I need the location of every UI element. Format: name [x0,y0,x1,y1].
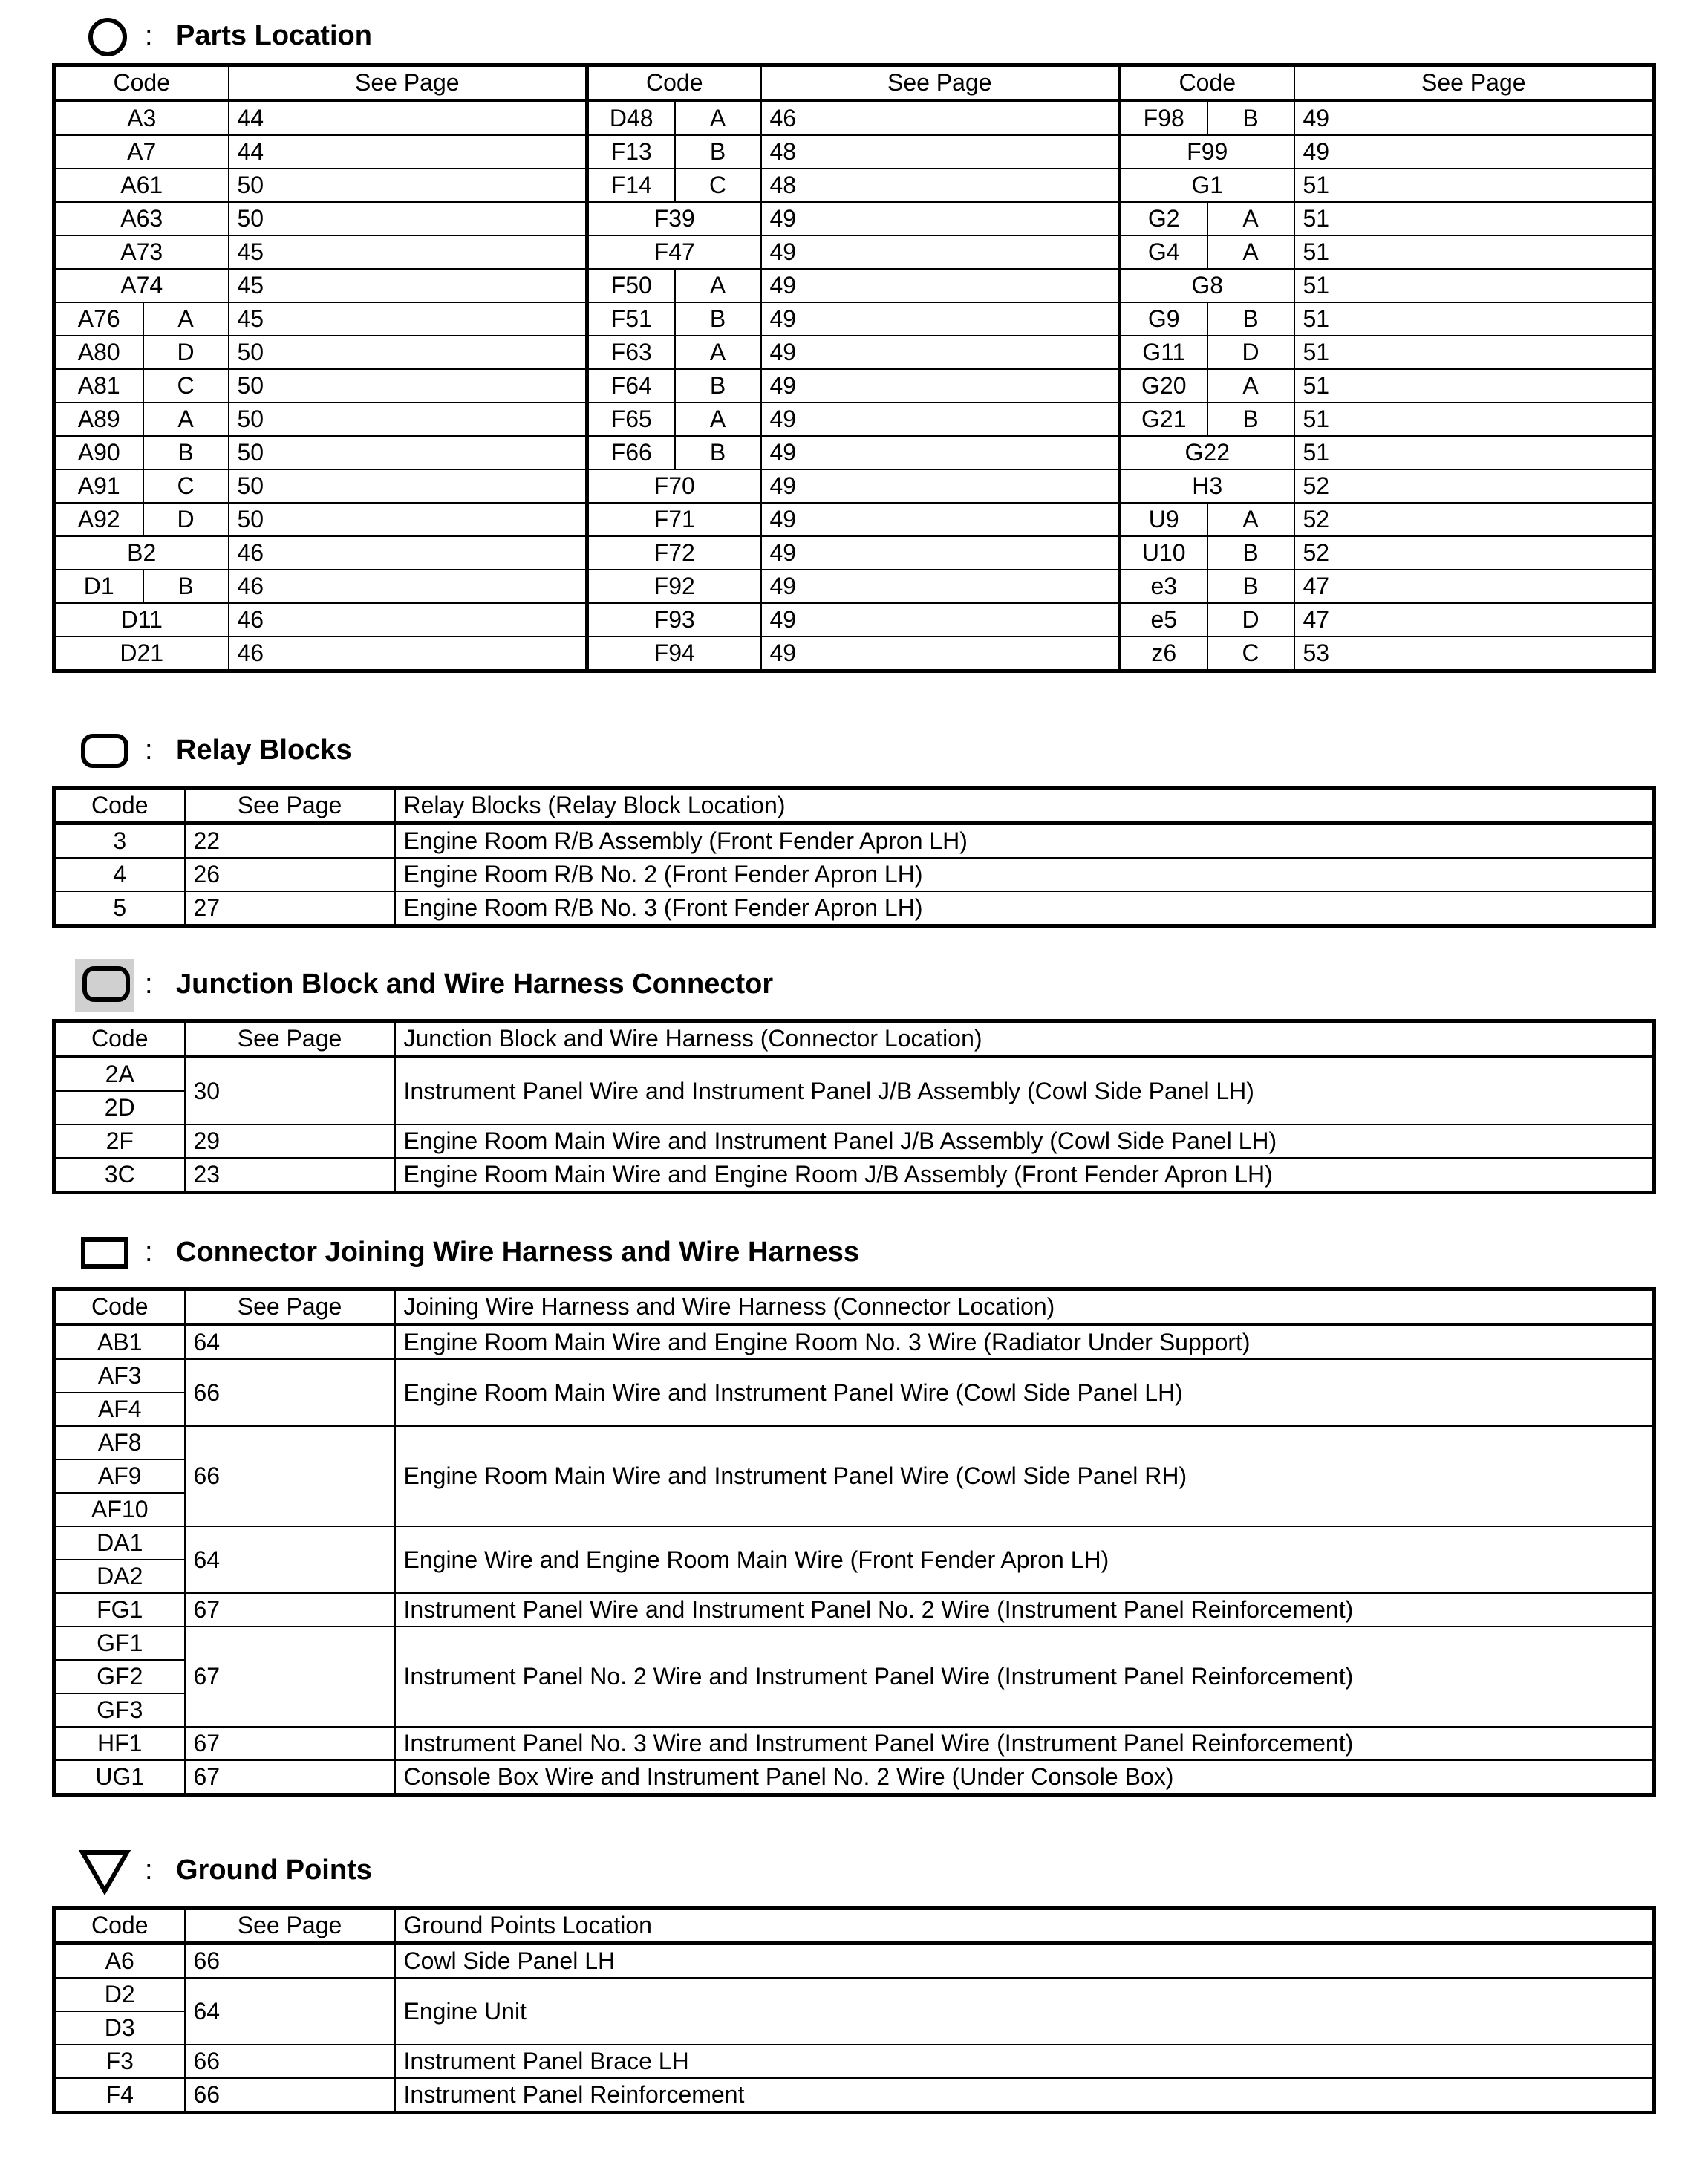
part-code: A92 [54,503,143,536]
row-see-page: 66 [185,1944,395,1979]
part-code: A81 [54,369,143,403]
connector-joining-table [52,1287,1656,1797]
section-title: Ground Points [176,1854,372,1886]
row-code: FG1 [54,1593,185,1627]
part-sub-code: B [1207,536,1294,570]
row-code: 5 [54,891,185,926]
row-description: Instrument Panel Reinforcement [395,2078,1655,2113]
part-sub-code: B [143,570,229,603]
part-code: G21 [1120,403,1207,436]
part-see-page: 47 [1294,603,1655,637]
part-code: F13 [587,135,675,169]
part-code: U10 [1120,536,1207,570]
part-code: F47 [587,235,761,269]
section-header-connector-joining [78,1230,859,1274]
part-see-page: 49 [1294,101,1655,136]
row-description: Console Box Wire and Instrument Panel No. 2 Wire (Under Console Box) [395,1760,1655,1795]
table-row [54,1978,1655,2011]
row-code: 4 [54,858,185,891]
part-sub-code: A [675,336,761,369]
row-description: Engine Room R/B No. 2 (Front Fender Apron LH) [395,858,1655,891]
table-row [54,1325,1655,1360]
row-description: Instrument Panel Wire and Instrument Panel J/B Assembly (Cowl Side Panel LH) [395,1057,1655,1125]
part-code: e5 [1120,603,1207,637]
header-see-page: See Page [185,1908,395,1944]
part-code: F65 [587,403,675,436]
part-code: F94 [587,637,761,671]
part-sub-code: D [1207,603,1294,637]
table-row [54,1057,1655,1092]
part-see-page: 46 [229,536,587,570]
row-code: 2A [54,1057,185,1092]
part-code: U9 [1120,503,1207,536]
part-see-page: 46 [229,570,587,603]
table-row [54,235,1655,269]
part-see-page: 49 [1294,135,1655,169]
table-row [54,469,1655,503]
header-see-page: See Page [1294,65,1655,101]
part-code: e3 [1120,570,1207,603]
part-see-page: 51 [1294,235,1655,269]
row-code: F3 [54,2045,185,2078]
part-see-page: 51 [1294,369,1655,403]
relay-blocks-table [52,786,1656,928]
row-see-page: 29 [185,1124,395,1158]
part-sub-code: D [143,503,229,536]
part-see-page: 49 [761,202,1120,235]
part-see-page: 53 [1294,637,1655,671]
row-description: Engine Room Main Wire and Engine Room J/B Assembly (Front Fender Apron LH) [395,1158,1655,1193]
part-sub-code: A [1207,369,1294,403]
row-code: 2D [54,1091,185,1124]
part-sub-code: C [1207,637,1294,671]
row-see-page: 26 [185,858,395,891]
row-code: AF9 [54,1459,185,1493]
header-see-page: See Page [185,1289,395,1325]
row-see-page: 67 [185,1593,395,1627]
row-see-page: 22 [185,824,395,859]
row-code: GF1 [54,1627,185,1660]
part-code: A90 [54,436,143,469]
part-sub-code: C [143,369,229,403]
part-code: z6 [1120,637,1207,671]
row-see-page: 64 [185,1526,395,1593]
part-see-page: 49 [761,536,1120,570]
part-see-page: 52 [1294,536,1655,570]
part-code: H3 [1120,469,1294,503]
part-sub-code: A [1207,503,1294,536]
part-see-page: 49 [761,269,1120,302]
row-see-page: 66 [185,2045,395,2078]
part-sub-code: A [143,403,229,436]
part-code: G22 [1120,436,1294,469]
part-code: D1 [54,570,143,603]
part-code: F64 [587,369,675,403]
part-see-page: 50 [229,403,587,436]
part-code: F14 [587,169,675,202]
header-description: Ground Points Location [395,1908,1655,1944]
row-code: GF3 [54,1693,185,1727]
row-code: D2 [54,1978,185,2011]
part-code: A73 [54,235,229,269]
row-see-page: 66 [185,1359,395,1426]
table-row [54,1526,1655,1560]
part-see-page: 49 [761,503,1120,536]
row-code: AF8 [54,1426,185,1459]
table-row [54,1158,1655,1193]
table-row [54,603,1655,637]
table-row [54,536,1655,570]
section-colon: : [145,734,153,766]
circle-icon [78,13,131,58]
part-see-page: 50 [229,202,587,235]
part-code: A7 [54,135,229,169]
row-description: Instrument Panel No. 3 Wire and Instrument Panel Wire (Instrument Panel Reinforcement) [395,1727,1655,1760]
row-description: Engine Room Main Wire and Instrument Panel Wire (Cowl Side Panel LH) [395,1359,1655,1426]
junction-block-table [52,1019,1656,1194]
part-sub-code: A [143,302,229,336]
part-code: A3 [54,101,229,136]
part-sub-code: B [143,436,229,469]
row-see-page: 23 [185,1158,395,1193]
table-row [54,858,1655,891]
row-code: AF10 [54,1493,185,1526]
row-see-page: 30 [185,1057,395,1125]
part-see-page: 51 [1294,302,1655,336]
part-code: A89 [54,403,143,436]
table-row [54,302,1655,336]
part-code: F50 [587,269,675,302]
part-see-page: 51 [1294,403,1655,436]
part-sub-code: B [675,436,761,469]
row-see-page: 67 [185,1627,395,1727]
part-sub-code: A [675,269,761,302]
row-description: Engine Room R/B Assembly (Front Fender Apron LH) [395,824,1655,859]
row-see-page: 66 [185,1426,395,1526]
table-row [54,503,1655,536]
section-title: Parts Location [176,19,372,51]
part-code: F99 [1120,135,1294,169]
part-see-page: 44 [229,135,587,169]
part-see-page: 51 [1294,169,1655,202]
part-code: G2 [1120,202,1207,235]
row-description: Engine Unit [395,1978,1655,2045]
part-sub-code: B [1207,403,1294,436]
header-see-page: See Page [761,65,1120,101]
part-see-page: 48 [761,169,1120,202]
table-row [54,269,1655,302]
part-see-page: 49 [761,235,1120,269]
table-row [54,570,1655,603]
section-header-junction-block [78,962,773,1006]
table-row [54,202,1655,235]
section-title: Relay Blocks [176,734,352,766]
row-description: Instrument Panel No. 2 Wire and Instrument Panel Wire (Instrument Panel Reinforcement) [395,1627,1655,1727]
header-see-page: See Page [229,65,587,101]
part-see-page: 50 [229,169,587,202]
part-code: A91 [54,469,143,503]
part-see-page: 46 [229,637,587,671]
header-see-page: See Page [185,788,395,824]
part-sub-code: B [675,369,761,403]
part-code: F66 [587,436,675,469]
part-see-page: 49 [761,302,1120,336]
table-row [54,637,1655,671]
header-description: Joining Wire Harness and Wire Harness (Connector Location) [395,1289,1655,1325]
part-code: G11 [1120,336,1207,369]
row-description: Instrument Panel Brace LH [395,2045,1655,2078]
table-row [54,1359,1655,1393]
part-sub-code: B [1207,302,1294,336]
row-description: Engine Room Main Wire and Engine Room No. 3 Wire (Radiator Under Support) [395,1325,1655,1360]
part-see-page: 49 [761,469,1120,503]
part-code: F39 [587,202,761,235]
part-code: G20 [1120,369,1207,403]
part-code: G9 [1120,302,1207,336]
part-code: F93 [587,603,761,637]
row-code: D3 [54,2011,185,2045]
part-code: A80 [54,336,143,369]
header-code: Code [587,65,761,101]
table-row [54,101,1655,136]
part-code: F71 [587,503,761,536]
row-code: AF3 [54,1359,185,1393]
table-row [54,2078,1655,2113]
part-see-page: 45 [229,269,587,302]
part-see-page: 48 [761,135,1120,169]
table-row [54,891,1655,926]
part-sub-code: C [675,169,761,202]
part-code: G1 [1120,169,1294,202]
row-code: 2F [54,1124,185,1158]
part-see-page: 50 [229,503,587,536]
table-row [54,1593,1655,1627]
part-see-page: 52 [1294,469,1655,503]
part-see-page: 51 [1294,436,1655,469]
row-see-page: 64 [185,1325,395,1360]
row-code: 3C [54,1158,185,1193]
part-sub-code: C [143,469,229,503]
table-row [54,1727,1655,1760]
table-row [54,1426,1655,1459]
part-code: F72 [587,536,761,570]
part-sub-code: B [675,135,761,169]
part-code: F51 [587,302,675,336]
row-see-page: 66 [185,2078,395,2113]
junction-block-icon [78,962,131,1006]
row-code: F4 [54,2078,185,2113]
header-code: Code [54,1908,185,1944]
section-header-parts-location [78,13,372,58]
table-row [54,135,1655,169]
parts-location-table [52,63,1656,673]
part-see-page: 49 [761,336,1120,369]
row-see-page: 67 [185,1760,395,1795]
table-row [54,2045,1655,2078]
section-colon: : [145,1854,153,1886]
table-row [54,436,1655,469]
part-see-page: 45 [229,235,587,269]
row-description: Engine Room Main Wire and Instrument Panel Wire (Cowl Side Panel RH) [395,1426,1655,1526]
part-see-page: 46 [761,101,1120,136]
part-code: F70 [587,469,761,503]
part-code: A76 [54,302,143,336]
part-see-page: 50 [229,469,587,503]
section-colon: : [145,1236,153,1268]
table-row [54,369,1655,403]
part-see-page: 46 [229,603,587,637]
row-description: Engine Room R/B No. 3 (Front Fender Apron LH) [395,891,1655,926]
part-code: F92 [587,570,761,603]
header-code: Code [54,65,229,101]
table-row [54,824,1655,859]
part-sub-code: A [1207,202,1294,235]
header-code: Code [1120,65,1294,101]
section-title: Connector Joining Wire Harness and Wire Harness [176,1236,859,1268]
part-see-page: 49 [761,369,1120,403]
row-code: DA1 [54,1526,185,1560]
part-see-page: 49 [761,570,1120,603]
part-code: B2 [54,536,229,570]
ground-points-table [52,1906,1656,2114]
part-see-page: 50 [229,369,587,403]
part-see-page: 47 [1294,570,1655,603]
part-see-page: 51 [1294,202,1655,235]
part-sub-code: B [1207,570,1294,603]
part-code: D21 [54,637,229,671]
section-colon: : [145,19,153,51]
part-code: F98 [1120,101,1207,136]
row-description: Instrument Panel Wire and Instrument Panel No. 2 Wire (Instrument Panel Reinforcement) [395,1593,1655,1627]
table-row [54,1124,1655,1158]
relay-block-icon [78,728,131,772]
row-code: GF2 [54,1660,185,1693]
section-title: Junction Block and Wire Harness Connector [176,968,774,1000]
table-row [54,169,1655,202]
header-description: Junction Block and Wire Harness (Connector Location) [395,1021,1655,1057]
part-code: A63 [54,202,229,235]
row-code: A6 [54,1944,185,1979]
part-sub-code: D [1207,336,1294,369]
part-sub-code: A [675,403,761,436]
part-see-page: 49 [761,637,1120,671]
row-code: 3 [54,824,185,859]
row-code: UG1 [54,1760,185,1795]
part-code: G4 [1120,235,1207,269]
section-colon: : [145,968,153,1000]
row-description: Engine Room Main Wire and Instrument Panel J/B Assembly (Cowl Side Panel LH) [395,1124,1655,1158]
table-row [54,336,1655,369]
part-see-page: 50 [229,336,587,369]
part-sub-code: A [675,101,761,136]
section-header-ground-points [78,1848,372,1892]
row-see-page: 67 [185,1727,395,1760]
table-row [54,403,1655,436]
row-description: Cowl Side Panel LH [395,1944,1655,1979]
connector-rect-icon [78,1230,131,1274]
row-description: Engine Wire and Engine Room Main Wire (Front Fender Apron LH) [395,1526,1655,1593]
header-see-page: See Page [185,1021,395,1057]
ground-triangle-icon [78,1848,131,1892]
part-sub-code: B [675,302,761,336]
part-see-page: 49 [761,603,1120,637]
part-see-page: 49 [761,436,1120,469]
row-code: AB1 [54,1325,185,1360]
part-see-page: 49 [761,403,1120,436]
row-code: AF4 [54,1393,185,1426]
row-see-page: 64 [185,1978,395,2045]
part-see-page: 50 [229,436,587,469]
part-code: D11 [54,603,229,637]
part-code: G8 [1120,269,1294,302]
section-header-relay-blocks [78,728,352,772]
part-sub-code: B [1207,101,1294,136]
row-code: DA2 [54,1560,185,1593]
header-description: Relay Blocks (Relay Block Location) [395,788,1655,824]
part-code: D48 [587,101,675,136]
table-row [54,1760,1655,1795]
row-see-page: 27 [185,891,395,926]
part-see-page: 51 [1294,336,1655,369]
part-code: A61 [54,169,229,202]
part-code: F63 [587,336,675,369]
header-code: Code [54,788,185,824]
part-see-page: 52 [1294,503,1655,536]
table-row [54,1627,1655,1660]
part-sub-code: D [143,336,229,369]
header-code: Code [54,1289,185,1325]
part-sub-code: A [1207,235,1294,269]
header-code: Code [54,1021,185,1057]
part-code: A74 [54,269,229,302]
part-see-page: 45 [229,302,587,336]
part-see-page: 51 [1294,269,1655,302]
table-row [54,1944,1655,1979]
row-code: HF1 [54,1727,185,1760]
part-see-page: 44 [229,101,587,136]
